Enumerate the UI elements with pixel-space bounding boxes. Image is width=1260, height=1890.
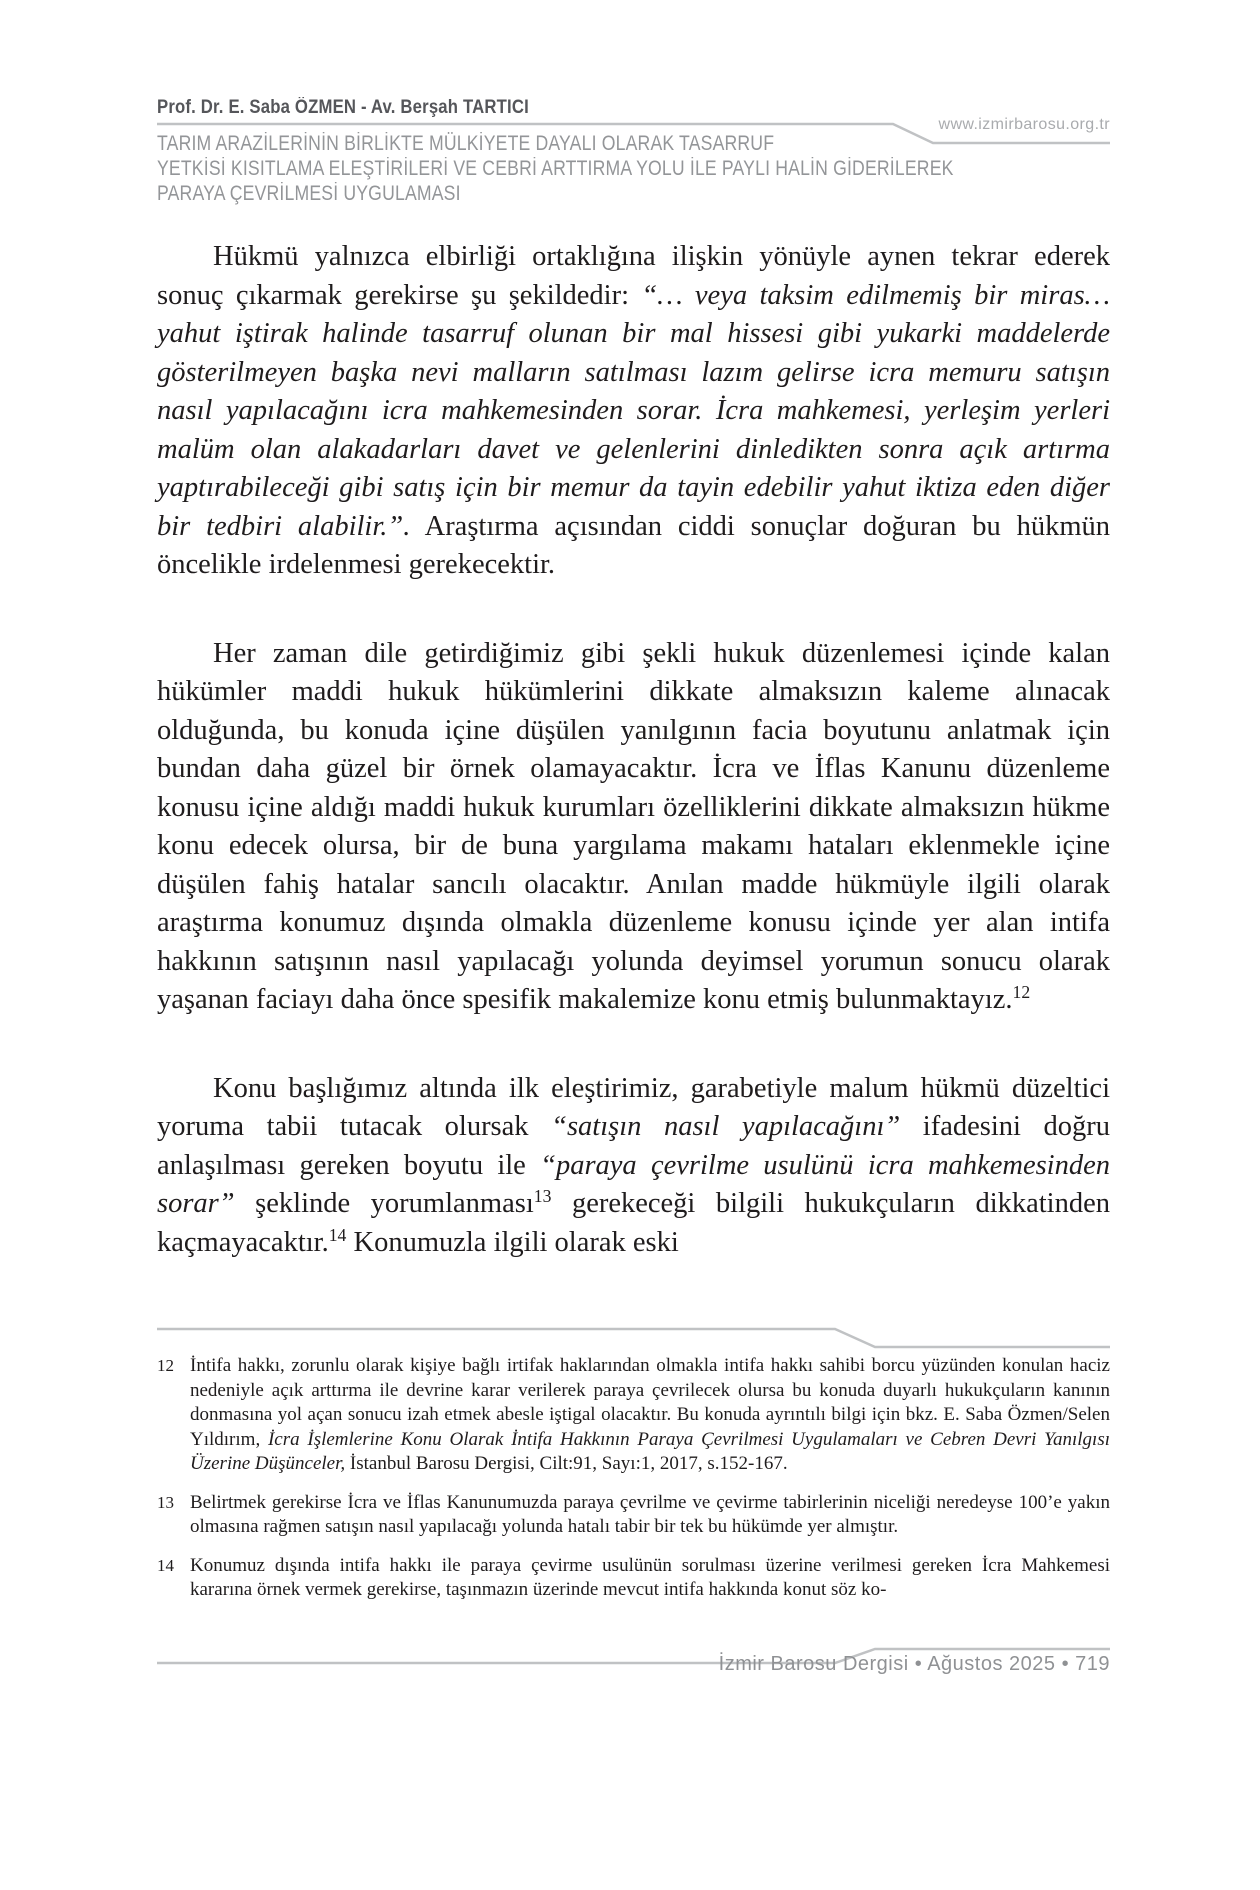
footnote xyxy=(157,1354,1110,1477)
footnote xyxy=(157,1554,1110,1603)
footnote xyxy=(157,1491,1110,1540)
footnote-number: 12 xyxy=(157,1356,174,1375)
footnote-text: Belirtmek gerekirse İcra ve İflas Kanunumuzda paraya çevrilme ve çevirme tabirlerinin niceliği neredeyse 100’e yakın olmasına rağmen satışın nasıl yapılacağı yolunda hatalı tabir bir tek bu hükümde yer almıştır. xyxy=(190,1491,1110,1537)
article-body xyxy=(157,238,1110,1262)
paragraph: Her zaman dile getirdiğimiz gibi şekli hukuk düzenlemesi içinde kalan hükümler maddi hukuk hükümlerini dikkate almaksızın kaleme alınacak olduğunda, bu konuda içine düşülen yanılgının facia boyutunu anlatmak için bundan daha güzel bir örnek olamayacaktır. İcra ve İflas Kanunu düzenleme konusu içine aldığı maddi hukuk kurumları özelliklerini dikkate almaksızın hükme konu edecek olursa, bir de buna yargılama makamı hataları eklenmekle içine düşülen fahiş hatalar sancılı olacaktır. Anılan madde hükmüyle ilgili olarak araştırma konumuz dışında olmakla düzenleme konusu içinde yer alan intifa hakkının satışının nasıl yapılacağı yolunda deyimsel yorumun sonucu olarak yaşanan faciayı daha önce spesifik makalemize konu etmiş bulunmaktayız.$^{12}$ xyxy=(157,637,1110,1015)
footnote-text: Konumuz dışında intifa hakkı ile paraya çevirme usulünün sorulması üzerine verilmesi gereken İcra Mahkemesi kararına örnek vermek gerekirse, taşınmazın üzerinde mevcut intifa hakkında konut söz ko- xyxy=(190,1554,1110,1600)
website-url: www.izmirbarosu.org.tr xyxy=(938,116,1110,133)
page-footer-text: İzmir Barosu Dergisi • Ağustos 2025 • 719 xyxy=(718,1653,1110,1675)
article-title xyxy=(157,131,1105,206)
paragraph: Konu başlığımız altında ilk eleştirimiz, garabetiyle malum hükmü düzeltici yoruma tabii tutacak olursak “satışın nasıl yapılacağını” ifadesini doğru anlaşılması gereken boyutu ile “paraya çevrilme usulünü icra mahkemesinden sorar” şeklinde yorumlanması$^{13}$ gerekeceği bilgili hukukçuların dikkatinden kaçmayacaktır.$^{14}$ Konumuzla ilgili olarak eski xyxy=(157,1072,1111,1258)
article-title-line: PARAYA ÇEVRİLMESİ UYGULAMASI xyxy=(157,182,461,205)
article-title-line: TARIM ARAZİLERİNİN BİRLİKTE MÜLKİYETE DAYALI OLARAK TASARRUF xyxy=(157,132,775,155)
footnote-number: 14 xyxy=(157,1555,174,1575)
paragraph: Hükmü yalnızca elbirliği ortaklığına ilişkin yönüyle aynen tekrar ederek sonuç çıkarmak gerekirse şu şekildedir: “… veya taksim edilmemiş bir miras… yahut iştirak halinde tasarruf olunan bir mal hissesi gibi yukarki maddelerde gösterilmeyen başka nevi malların satılması lazım gelirse icra memuru satışın nasıl yapılacağını icra mahkemesinden sorar. İcra mahkemesi, yerleşim yerleri malüm olan alakadarları davet ve gelenlerini dinledikten sonra açık artırma yaptırabileceği gibi satış için bir memur da tayin edebilir yahut iktiza eden diğer bir tedbiri alabilir.”. Araştırma açısından ciddi sonuçlar doğuran bu hükmün öncelikle irdelenmesi gerekecektir. xyxy=(157,241,1110,580)
author-line: Prof. Dr. E. Saba ÖZMEN - Av. Berşah TARTICI xyxy=(157,97,529,118)
footnote-text: İntifa hakkı, zorunlu olarak kişiye bağlı irtifak haklarından olmakla intifa hakkı sahibi borcu yüzünden konulan haciz nedeniyle açık arttırma ile devrine karar verilerek paraya çevrilecek olursa bu konuda duyarlı hukukçuların kanının donmasına yol açan sonucu izah etmek abesle iştigal olacaktır. Bu konuda ayrıntılı bilgi için bkz. E. Saba Özmen/Selen Yıldırım, İcra İşlemlerine Konu Olarak İntifa Hakkının Paraya Çevrilmesi Uygulamaları ve Cebren Devri Yanılgısı Üzerine Düşünceler, İstanbul Barosu Dergisi, Cilt:91, Sayı:1, 2017, s.152-167. xyxy=(190,1355,1110,1474)
footnote-separator xyxy=(157,1325,1110,1351)
footnote-number: 13 xyxy=(157,1492,174,1512)
article-title-line: YETKİSİ KISITLAMA ELEŞTİRİLERİ VE CEBRİ ARTTIRMA YOLU İLE PAYLI HALİN GİDERİLEREK xyxy=(157,157,954,180)
footnotes xyxy=(157,1354,1110,1617)
